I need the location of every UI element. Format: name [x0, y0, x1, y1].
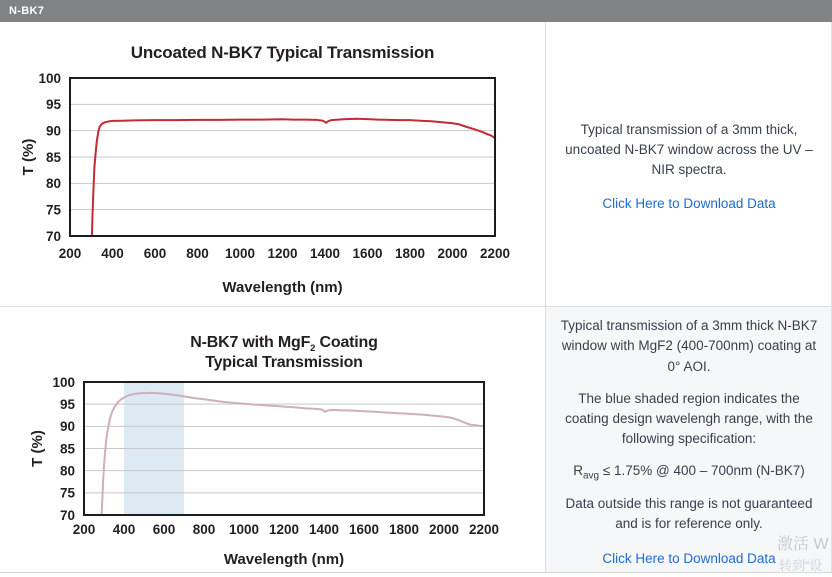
x-tick-label: 1600	[348, 522, 380, 537]
y-tick-label: 70	[45, 228, 61, 244]
y-tick-label: 70	[59, 507, 75, 523]
x-tick-label: 1000	[224, 246, 256, 261]
x-tick-label: 2200	[468, 522, 500, 537]
x-tick-label: 400	[101, 246, 124, 261]
download-data-link-coated[interactable]: Click Here to Download Data	[602, 550, 776, 566]
y-tick-label: 75	[45, 202, 61, 218]
coated-chart-panel	[0, 307, 545, 572]
x-tick-label: 400	[112, 522, 136, 537]
x-tick-label: 1800	[394, 246, 426, 261]
y-tick-label: 100	[52, 374, 75, 390]
reference-disclaimer: Data outside this range is not guaranteed and is for reference only.	[565, 496, 813, 532]
chart-title: Uncoated N-BK7 Typical Transmission	[130, 43, 435, 62]
y-tick-label: 100	[38, 70, 61, 86]
x-tick-label: 2000	[437, 246, 468, 261]
uncoated-description-panel	[546, 22, 832, 306]
y-tick-label: 95	[59, 397, 75, 413]
windows-activation-watermark-line2: 转到“设	[779, 558, 823, 573]
x-tick-label: 600	[152, 522, 176, 537]
tab-nbk7[interactable]	[0, 0, 832, 22]
coated-description-text: Typical transmission of a 3mm thick N-BK7 window with MgF2 (400-700nm) coating at 0° AOI.	[560, 318, 818, 374]
y-axis-label: T (%)	[29, 430, 46, 467]
y-tick-label: 75	[59, 485, 75, 501]
bottom-border	[0, 572, 832, 573]
x-tick-label: 800	[192, 522, 216, 537]
x-tick-label: 1200	[268, 522, 300, 537]
x-tick-label: 200	[58, 246, 82, 261]
y-tick-label: 80	[45, 176, 61, 192]
x-axis-label: Wavelength (nm)	[222, 279, 343, 296]
y-tick-label: 95	[45, 97, 61, 113]
x-tick-label: 1600	[352, 246, 383, 261]
vertical-divider	[545, 22, 546, 572]
y-tick-label: 90	[59, 419, 75, 435]
x-tick-label: 1400	[308, 522, 340, 537]
spec-symbol: R	[573, 462, 583, 478]
uncoated-description-text: Typical transmission of a 3mm thick, uncoated N-BK7 window across the UV – NIR spectra.	[565, 121, 813, 177]
windows-activation-watermark-line1: 激活 W	[777, 536, 829, 553]
y-tick-label: 80	[59, 463, 75, 479]
uncoated-transmission-chart	[0, 22, 545, 306]
x-tick-label: 800	[186, 246, 209, 261]
y-tick-label: 85	[45, 149, 61, 165]
chart-title: N-BK7 with MgF$_2$ Coating	[190, 334, 378, 354]
chart-title: Typical Transmission	[205, 354, 363, 371]
x-tick-label: 1800	[388, 522, 420, 537]
download-data-link-uncoated[interactable]: Click Here to Download Data	[602, 196, 776, 212]
x-tick-label: 200	[72, 522, 96, 537]
shaded-region-note: The blue shaded region indicates the coating design wavelengh range, with the following specification:	[565, 390, 813, 447]
tab-label: N-BK7	[9, 5, 45, 17]
x-tick-label: 600	[143, 246, 167, 261]
x-axis-label: Wavelength (nm)	[223, 551, 345, 568]
uncoated-chart-panel	[0, 22, 545, 306]
reflectance-spec	[573, 463, 805, 482]
horizontal-divider	[0, 306, 832, 307]
spec-subscript: avg	[582, 470, 600, 482]
x-tick-label: 1200	[267, 246, 298, 261]
x-tick-label: 2000	[428, 522, 460, 537]
y-axis-label: T (%)	[20, 138, 37, 176]
spec-value: ≤ 1.75% @ 400 – 700nm (N-BK7)	[599, 462, 805, 478]
x-tick-label: 1400	[309, 246, 341, 261]
y-tick-label: 85	[59, 441, 75, 457]
y-tick-label: 90	[45, 123, 61, 139]
x-tick-label: 1000	[228, 522, 260, 537]
coated-transmission-chart	[0, 307, 545, 572]
x-tick-label: 2200	[479, 246, 511, 261]
